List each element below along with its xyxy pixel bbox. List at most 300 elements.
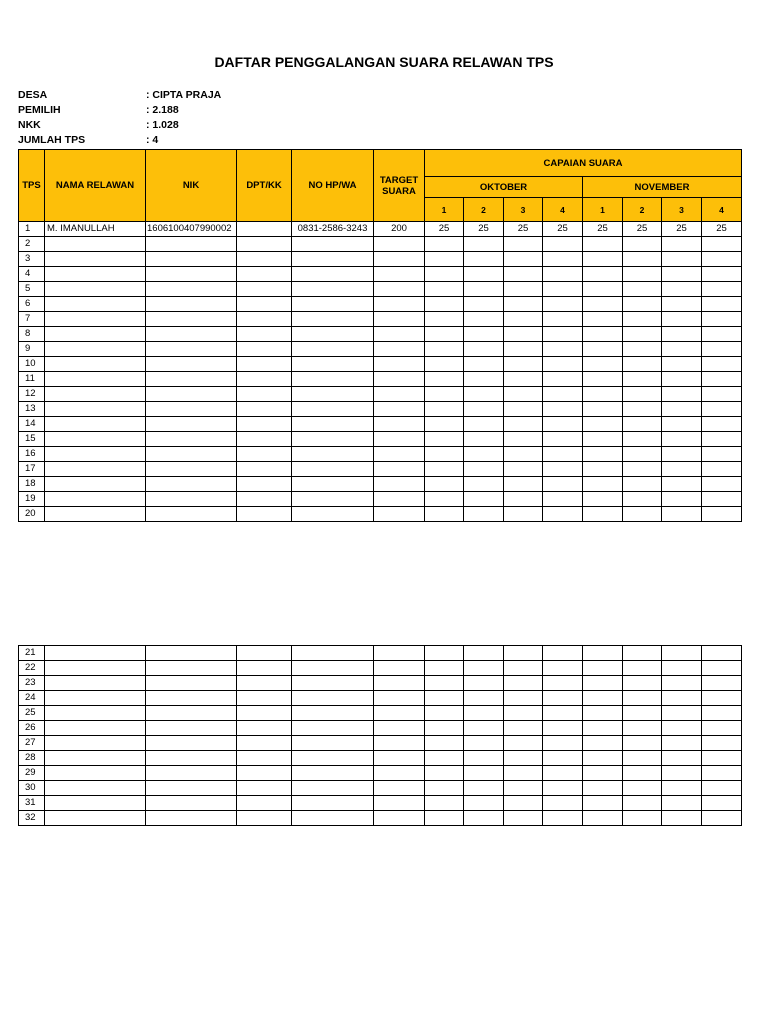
- cell-nik[interactable]: [146, 417, 237, 432]
- cell-capaian-week[interactable]: [425, 387, 464, 402]
- cell-capaian-week[interactable]: [662, 691, 702, 706]
- cell-capaian-week[interactable]: [425, 297, 464, 312]
- cell-capaian-week[interactable]: [662, 706, 702, 721]
- cell-capaian-week[interactable]: [464, 646, 504, 661]
- cell-capaian-week[interactable]: [623, 736, 662, 751]
- cell-capaian-week[interactable]: [543, 387, 583, 402]
- cell-tps[interactable]: 23: [19, 676, 45, 691]
- cell-capaian-week[interactable]: [425, 751, 464, 766]
- cell-capaian-week[interactable]: [464, 766, 504, 781]
- cell-capaian-week[interactable]: [623, 661, 662, 676]
- cell-tps[interactable]: 32: [19, 811, 45, 826]
- cell-capaian-week[interactable]: [464, 312, 504, 327]
- cell-capaian-week[interactable]: [583, 691, 623, 706]
- cell-capaian-week[interactable]: [504, 252, 543, 267]
- cell-capaian-week[interactable]: [425, 492, 464, 507]
- cell-capaian-week[interactable]: [543, 402, 583, 417]
- cell-capaian-week[interactable]: [464, 751, 504, 766]
- cell-nama-relawan[interactable]: [45, 796, 146, 811]
- cell-capaian-week[interactable]: [662, 282, 702, 297]
- cell-capaian-week[interactable]: [583, 766, 623, 781]
- cell-capaian-week[interactable]: [543, 477, 583, 492]
- cell-capaian-week[interactable]: [425, 372, 464, 387]
- cell-capaian-week[interactable]: [662, 676, 702, 691]
- cell-tps[interactable]: 22: [19, 661, 45, 676]
- cell-capaian-week[interactable]: [662, 327, 702, 342]
- cell-nama-relawan[interactable]: M. IMANULLAH: [45, 222, 146, 237]
- cell-dpt-kk[interactable]: [237, 237, 292, 252]
- cell-capaian-week[interactable]: 25: [425, 222, 464, 237]
- cell-nik[interactable]: [146, 721, 237, 736]
- cell-capaian-week[interactable]: [543, 462, 583, 477]
- cell-capaian-week[interactable]: [623, 721, 662, 736]
- cell-no-hp[interactable]: [292, 357, 374, 372]
- cell-capaian-week[interactable]: [662, 342, 702, 357]
- cell-target-suara[interactable]: [374, 267, 425, 282]
- cell-capaian-week[interactable]: [425, 402, 464, 417]
- cell-tps[interactable]: 18: [19, 477, 45, 492]
- cell-capaian-week[interactable]: [583, 781, 623, 796]
- cell-target-suara[interactable]: [374, 327, 425, 342]
- cell-tps[interactable]: 16: [19, 447, 45, 462]
- cell-capaian-week[interactable]: [504, 447, 543, 462]
- cell-capaian-week[interactable]: [504, 387, 543, 402]
- cell-no-hp[interactable]: [292, 477, 374, 492]
- cell-capaian-week[interactable]: [425, 811, 464, 826]
- cell-target-suara[interactable]: [374, 721, 425, 736]
- cell-capaian-week[interactable]: [583, 811, 623, 826]
- cell-capaian-week[interactable]: [662, 811, 702, 826]
- cell-dpt-kk[interactable]: [237, 736, 292, 751]
- cell-capaian-week[interactable]: [543, 237, 583, 252]
- cell-tps[interactable]: 7: [19, 312, 45, 327]
- cell-capaian-week[interactable]: [464, 387, 504, 402]
- cell-capaian-week[interactable]: [464, 492, 504, 507]
- cell-capaian-week[interactable]: [583, 646, 623, 661]
- cell-capaian-week[interactable]: 25: [583, 222, 623, 237]
- cell-capaian-week[interactable]: [583, 372, 623, 387]
- cell-capaian-week[interactable]: [583, 342, 623, 357]
- cell-capaian-week[interactable]: [464, 736, 504, 751]
- cell-capaian-week[interactable]: [504, 267, 543, 282]
- cell-capaian-week[interactable]: [702, 447, 742, 462]
- cell-capaian-week[interactable]: [543, 432, 583, 447]
- cell-capaian-week[interactable]: [425, 691, 464, 706]
- cell-no-hp[interactable]: [292, 507, 374, 522]
- cell-capaian-week[interactable]: [702, 691, 742, 706]
- cell-capaian-week[interactable]: [425, 432, 464, 447]
- cell-capaian-week[interactable]: [662, 781, 702, 796]
- cell-capaian-week[interactable]: [702, 811, 742, 826]
- cell-capaian-week[interactable]: [583, 282, 623, 297]
- cell-capaian-week[interactable]: [504, 282, 543, 297]
- cell-nama-relawan[interactable]: [45, 267, 146, 282]
- cell-nik[interactable]: [146, 282, 237, 297]
- cell-tps[interactable]: 10: [19, 357, 45, 372]
- cell-capaian-week[interactable]: [425, 252, 464, 267]
- cell-target-suara[interactable]: [374, 282, 425, 297]
- cell-nama-relawan[interactable]: [45, 447, 146, 462]
- cell-capaian-week[interactable]: [702, 736, 742, 751]
- cell-capaian-week[interactable]: [464, 327, 504, 342]
- cell-capaian-week[interactable]: [543, 252, 583, 267]
- cell-target-suara[interactable]: [374, 477, 425, 492]
- cell-capaian-week[interactable]: [543, 796, 583, 811]
- cell-capaian-week[interactable]: [504, 691, 543, 706]
- cell-capaian-week[interactable]: [543, 676, 583, 691]
- cell-capaian-week[interactable]: [623, 357, 662, 372]
- cell-nik[interactable]: [146, 706, 237, 721]
- cell-capaian-week[interactable]: [543, 297, 583, 312]
- cell-target-suara[interactable]: [374, 646, 425, 661]
- cell-capaian-week[interactable]: 25: [702, 222, 742, 237]
- cell-no-hp[interactable]: [292, 811, 374, 826]
- cell-capaian-week[interactable]: [464, 282, 504, 297]
- cell-tps[interactable]: 20: [19, 507, 45, 522]
- cell-dpt-kk[interactable]: [237, 417, 292, 432]
- cell-dpt-kk[interactable]: [237, 811, 292, 826]
- cell-target-suara[interactable]: [374, 736, 425, 751]
- cell-nama-relawan[interactable]: [45, 237, 146, 252]
- cell-nama-relawan[interactable]: [45, 492, 146, 507]
- cell-nik[interactable]: [146, 237, 237, 252]
- cell-tps[interactable]: 3: [19, 252, 45, 267]
- cell-target-suara[interactable]: [374, 417, 425, 432]
- cell-dpt-kk[interactable]: [237, 462, 292, 477]
- cell-capaian-week[interactable]: [425, 781, 464, 796]
- cell-capaian-week[interactable]: [464, 432, 504, 447]
- cell-target-suara[interactable]: [374, 766, 425, 781]
- cell-capaian-week[interactable]: [662, 402, 702, 417]
- cell-nama-relawan[interactable]: [45, 751, 146, 766]
- cell-capaian-week[interactable]: [543, 282, 583, 297]
- cell-target-suara[interactable]: [374, 492, 425, 507]
- cell-tps[interactable]: 13: [19, 402, 45, 417]
- cell-capaian-week[interactable]: [583, 417, 623, 432]
- cell-capaian-week[interactable]: [504, 646, 543, 661]
- cell-nama-relawan[interactable]: [45, 661, 146, 676]
- cell-capaian-week[interactable]: [662, 432, 702, 447]
- cell-capaian-week[interactable]: [425, 661, 464, 676]
- cell-nama-relawan[interactable]: [45, 432, 146, 447]
- cell-no-hp[interactable]: [292, 237, 374, 252]
- cell-nik[interactable]: [146, 766, 237, 781]
- cell-capaian-week[interactable]: [464, 462, 504, 477]
- cell-capaian-week[interactable]: [504, 796, 543, 811]
- cell-no-hp[interactable]: [292, 721, 374, 736]
- cell-nama-relawan[interactable]: [45, 507, 146, 522]
- cell-capaian-week[interactable]: [543, 646, 583, 661]
- cell-target-suara[interactable]: [374, 507, 425, 522]
- cell-capaian-week[interactable]: [583, 297, 623, 312]
- cell-tps[interactable]: 29: [19, 766, 45, 781]
- cell-capaian-week[interactable]: [702, 706, 742, 721]
- cell-dpt-kk[interactable]: [237, 402, 292, 417]
- cell-capaian-week[interactable]: [662, 417, 702, 432]
- cell-no-hp[interactable]: [292, 402, 374, 417]
- cell-capaian-week[interactable]: [504, 507, 543, 522]
- cell-dpt-kk[interactable]: [237, 766, 292, 781]
- cell-target-suara[interactable]: [374, 706, 425, 721]
- cell-dpt-kk[interactable]: [237, 751, 292, 766]
- cell-nik[interactable]: [146, 402, 237, 417]
- cell-target-suara[interactable]: [374, 387, 425, 402]
- cell-target-suara[interactable]: [374, 462, 425, 477]
- cell-target-suara[interactable]: 200: [374, 222, 425, 237]
- cell-capaian-week[interactable]: [702, 417, 742, 432]
- cell-dpt-kk[interactable]: [237, 447, 292, 462]
- cell-capaian-week[interactable]: [583, 706, 623, 721]
- cell-nama-relawan[interactable]: [45, 417, 146, 432]
- cell-target-suara[interactable]: [374, 402, 425, 417]
- cell-nama-relawan[interactable]: [45, 477, 146, 492]
- cell-nik[interactable]: [146, 661, 237, 676]
- cell-capaian-week[interactable]: [425, 796, 464, 811]
- cell-capaian-week[interactable]: [504, 297, 543, 312]
- cell-tps[interactable]: 5: [19, 282, 45, 297]
- cell-nik[interactable]: [146, 327, 237, 342]
- cell-capaian-week[interactable]: [464, 721, 504, 736]
- cell-capaian-week[interactable]: [623, 646, 662, 661]
- cell-nama-relawan[interactable]: [45, 327, 146, 342]
- cell-capaian-week[interactable]: [425, 736, 464, 751]
- cell-capaian-week[interactable]: [623, 402, 662, 417]
- cell-capaian-week[interactable]: [504, 357, 543, 372]
- cell-capaian-week[interactable]: [583, 507, 623, 522]
- cell-capaian-week[interactable]: [504, 706, 543, 721]
- cell-capaian-week[interactable]: [623, 282, 662, 297]
- cell-target-suara[interactable]: [374, 237, 425, 252]
- cell-capaian-week[interactable]: [702, 372, 742, 387]
- cell-capaian-week[interactable]: [623, 751, 662, 766]
- cell-nik[interactable]: [146, 751, 237, 766]
- cell-dpt-kk[interactable]: [237, 492, 292, 507]
- cell-target-suara[interactable]: [374, 676, 425, 691]
- cell-capaian-week[interactable]: [543, 357, 583, 372]
- cell-capaian-week[interactable]: [464, 402, 504, 417]
- cell-capaian-week[interactable]: [702, 796, 742, 811]
- cell-capaian-week[interactable]: [464, 676, 504, 691]
- cell-capaian-week[interactable]: [464, 357, 504, 372]
- cell-capaian-week[interactable]: [504, 661, 543, 676]
- cell-capaian-week[interactable]: [662, 372, 702, 387]
- cell-tps[interactable]: 4: [19, 267, 45, 282]
- cell-capaian-week[interactable]: [504, 721, 543, 736]
- cell-capaian-week[interactable]: [583, 312, 623, 327]
- cell-capaian-week[interactable]: [464, 661, 504, 676]
- cell-capaian-week[interactable]: [662, 387, 702, 402]
- cell-capaian-week[interactable]: [425, 267, 464, 282]
- cell-capaian-week[interactable]: [504, 492, 543, 507]
- cell-capaian-week[interactable]: [583, 462, 623, 477]
- cell-nik[interactable]: [146, 432, 237, 447]
- cell-capaian-week[interactable]: [623, 417, 662, 432]
- cell-capaian-week[interactable]: [425, 706, 464, 721]
- cell-capaian-week[interactable]: [464, 796, 504, 811]
- cell-no-hp[interactable]: [292, 736, 374, 751]
- cell-capaian-week[interactable]: [623, 447, 662, 462]
- cell-capaian-week[interactable]: [425, 237, 464, 252]
- cell-capaian-week[interactable]: [662, 766, 702, 781]
- cell-capaian-week[interactable]: [425, 477, 464, 492]
- cell-capaian-week[interactable]: [543, 721, 583, 736]
- cell-dpt-kk[interactable]: [237, 781, 292, 796]
- cell-dpt-kk[interactable]: [237, 661, 292, 676]
- cell-tps[interactable]: 28: [19, 751, 45, 766]
- cell-capaian-week[interactable]: [702, 646, 742, 661]
- cell-capaian-week[interactable]: [702, 297, 742, 312]
- cell-capaian-week[interactable]: [702, 237, 742, 252]
- cell-dpt-kk[interactable]: [237, 676, 292, 691]
- cell-dpt-kk[interactable]: [237, 477, 292, 492]
- cell-capaian-week[interactable]: [702, 387, 742, 402]
- cell-no-hp[interactable]: [292, 751, 374, 766]
- cell-nik[interactable]: [146, 691, 237, 706]
- cell-capaian-week[interactable]: [464, 267, 504, 282]
- cell-capaian-week[interactable]: [702, 676, 742, 691]
- cell-capaian-week[interactable]: [425, 676, 464, 691]
- cell-capaian-week[interactable]: [623, 492, 662, 507]
- cell-capaian-week[interactable]: [543, 267, 583, 282]
- cell-tps[interactable]: 6: [19, 297, 45, 312]
- cell-capaian-week[interactable]: [662, 751, 702, 766]
- cell-capaian-week[interactable]: [464, 507, 504, 522]
- cell-tps[interactable]: 1: [19, 222, 45, 237]
- cell-capaian-week[interactable]: [662, 477, 702, 492]
- cell-target-suara[interactable]: [374, 372, 425, 387]
- cell-target-suara[interactable]: [374, 751, 425, 766]
- cell-nik[interactable]: [146, 342, 237, 357]
- cell-tps[interactable]: 30: [19, 781, 45, 796]
- cell-tps[interactable]: 15: [19, 432, 45, 447]
- cell-dpt-kk[interactable]: [237, 357, 292, 372]
- cell-no-hp[interactable]: [292, 691, 374, 706]
- cell-target-suara[interactable]: [374, 357, 425, 372]
- cell-nik[interactable]: [146, 676, 237, 691]
- cell-nama-relawan[interactable]: [45, 781, 146, 796]
- cell-no-hp[interactable]: [292, 766, 374, 781]
- cell-capaian-week[interactable]: 25: [543, 222, 583, 237]
- cell-target-suara[interactable]: [374, 432, 425, 447]
- cell-capaian-week[interactable]: [583, 402, 623, 417]
- cell-capaian-week[interactable]: [543, 507, 583, 522]
- cell-no-hp[interactable]: [292, 342, 374, 357]
- cell-capaian-week[interactable]: [504, 417, 543, 432]
- cell-tps[interactable]: 9: [19, 342, 45, 357]
- cell-capaian-week[interactable]: [504, 237, 543, 252]
- cell-dpt-kk[interactable]: [237, 297, 292, 312]
- cell-capaian-week[interactable]: [464, 252, 504, 267]
- cell-capaian-week[interactable]: [583, 751, 623, 766]
- cell-capaian-week[interactable]: [623, 312, 662, 327]
- cell-capaian-week[interactable]: [583, 237, 623, 252]
- cell-capaian-week[interactable]: [583, 267, 623, 282]
- cell-capaian-week[interactable]: 25: [504, 222, 543, 237]
- cell-capaian-week[interactable]: [543, 372, 583, 387]
- cell-capaian-week[interactable]: [583, 432, 623, 447]
- cell-capaian-week[interactable]: [583, 327, 623, 342]
- cell-capaian-week[interactable]: [543, 312, 583, 327]
- cell-capaian-week[interactable]: [583, 477, 623, 492]
- cell-nik[interactable]: [146, 297, 237, 312]
- cell-nama-relawan[interactable]: [45, 282, 146, 297]
- cell-nama-relawan[interactable]: [45, 721, 146, 736]
- cell-capaian-week[interactable]: [623, 252, 662, 267]
- cell-no-hp[interactable]: [292, 252, 374, 267]
- cell-capaian-week[interactable]: [702, 402, 742, 417]
- cell-capaian-week[interactable]: [662, 237, 702, 252]
- cell-nik[interactable]: [146, 477, 237, 492]
- cell-capaian-week[interactable]: [623, 706, 662, 721]
- cell-tps[interactable]: 8: [19, 327, 45, 342]
- cell-dpt-kk[interactable]: [237, 342, 292, 357]
- cell-capaian-week[interactable]: [662, 507, 702, 522]
- cell-capaian-week[interactable]: [623, 432, 662, 447]
- cell-nik[interactable]: [146, 252, 237, 267]
- cell-capaian-week[interactable]: [425, 357, 464, 372]
- cell-capaian-week[interactable]: [504, 811, 543, 826]
- cell-target-suara[interactable]: [374, 297, 425, 312]
- cell-capaian-week[interactable]: [623, 691, 662, 706]
- cell-nama-relawan[interactable]: [45, 706, 146, 721]
- cell-capaian-week[interactable]: [702, 721, 742, 736]
- cell-tps[interactable]: 25: [19, 706, 45, 721]
- cell-capaian-week[interactable]: [464, 342, 504, 357]
- cell-capaian-week[interactable]: [543, 691, 583, 706]
- cell-target-suara[interactable]: [374, 342, 425, 357]
- cell-target-suara[interactable]: [374, 691, 425, 706]
- cell-dpt-kk[interactable]: [237, 372, 292, 387]
- cell-capaian-week[interactable]: [464, 447, 504, 462]
- cell-target-suara[interactable]: [374, 811, 425, 826]
- cell-capaian-week[interactable]: 25: [623, 222, 662, 237]
- cell-capaian-week[interactable]: [504, 751, 543, 766]
- cell-dpt-kk[interactable]: [237, 387, 292, 402]
- cell-nama-relawan[interactable]: [45, 766, 146, 781]
- cell-capaian-week[interactable]: [702, 327, 742, 342]
- cell-capaian-week[interactable]: [425, 447, 464, 462]
- cell-capaian-week[interactable]: [662, 357, 702, 372]
- cell-no-hp[interactable]: [292, 781, 374, 796]
- cell-capaian-week[interactable]: [425, 417, 464, 432]
- cell-nik[interactable]: [146, 492, 237, 507]
- cell-tps[interactable]: 12: [19, 387, 45, 402]
- cell-capaian-week[interactable]: [464, 372, 504, 387]
- cell-capaian-week[interactable]: [702, 766, 742, 781]
- cell-dpt-kk[interactable]: [237, 691, 292, 706]
- cell-capaian-week[interactable]: [702, 507, 742, 522]
- cell-no-hp[interactable]: [292, 447, 374, 462]
- cell-tps[interactable]: 31: [19, 796, 45, 811]
- cell-dpt-kk[interactable]: [237, 327, 292, 342]
- cell-nik[interactable]: [146, 796, 237, 811]
- cell-nik[interactable]: [146, 736, 237, 751]
- cell-capaian-week[interactable]: [543, 766, 583, 781]
- cell-capaian-week[interactable]: [504, 402, 543, 417]
- cell-capaian-week[interactable]: [702, 462, 742, 477]
- cell-no-hp[interactable]: [292, 297, 374, 312]
- cell-capaian-week[interactable]: [623, 676, 662, 691]
- cell-capaian-week[interactable]: [662, 447, 702, 462]
- cell-capaian-week[interactable]: [543, 342, 583, 357]
- cell-nik[interactable]: [146, 507, 237, 522]
- cell-capaian-week[interactable]: [543, 661, 583, 676]
- cell-capaian-week[interactable]: [425, 312, 464, 327]
- cell-capaian-week[interactable]: [583, 252, 623, 267]
- cell-tps[interactable]: 19: [19, 492, 45, 507]
- cell-nik[interactable]: [146, 372, 237, 387]
- cell-dpt-kk[interactable]: [237, 507, 292, 522]
